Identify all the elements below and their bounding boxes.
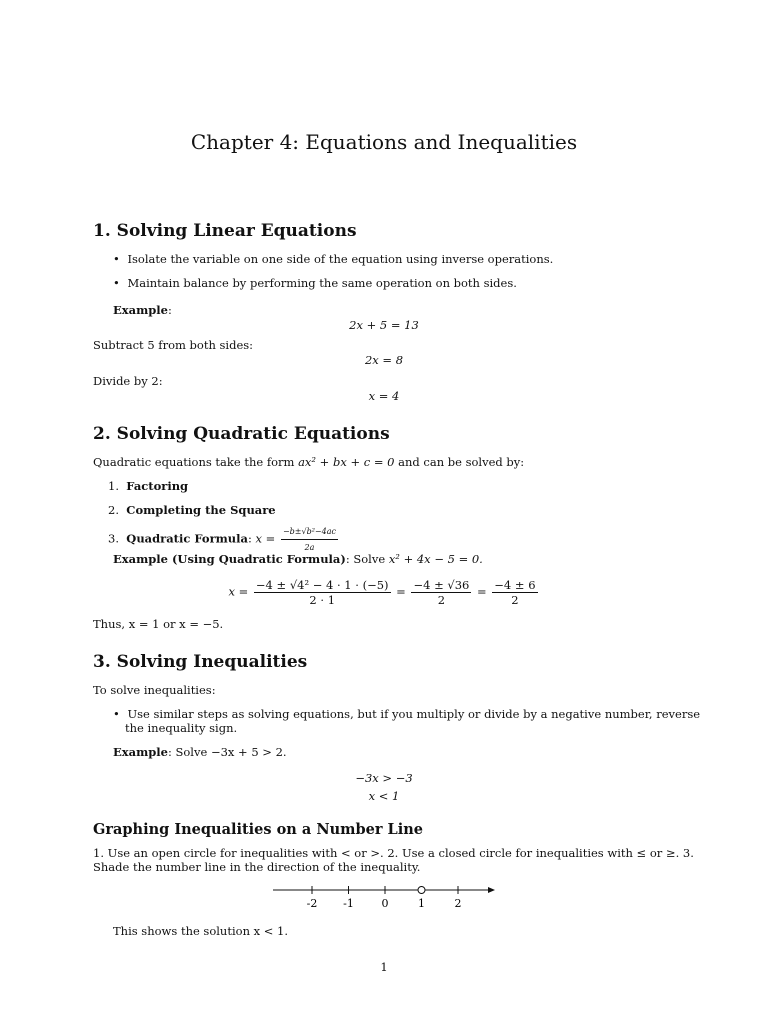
formula-denominator: 2a xyxy=(304,543,315,552)
s3-intro: To solve inequalities: xyxy=(93,683,216,697)
big-den-3: 2 xyxy=(511,593,519,607)
s1-bullet-1-text: Isolate the variable on one side of the equation using inverse operations. xyxy=(127,252,554,266)
s1-eq2: 2x = 8 xyxy=(364,353,404,367)
s1-eq1: 2x + 5 = 13 xyxy=(349,318,419,332)
s3-eq2: x < 1 xyxy=(368,789,400,803)
s3-graph-text-2: Shade the number line in the direction of the inequality. xyxy=(93,860,421,874)
big-den-1: 2 · 1 xyxy=(309,593,336,607)
s3-bullet-line1: Use similar steps as solving equations, but if you multiply or divide by a negative number, reverse xyxy=(127,707,701,721)
open-circle-marker xyxy=(418,887,425,894)
s3-graph-text-1: 1. Use an open circle for inequalities with < or >. 2. Use a closed circle for inequalities with ≤ or ≥. 3. xyxy=(93,846,694,860)
number-line-arrow xyxy=(488,887,495,893)
section-1-heading: 1. Solving Linear Equations xyxy=(93,221,357,241)
s1-bullet-2: • Maintain balance by performing the same operation on both sides. xyxy=(113,276,517,290)
big-den-2: 2 xyxy=(437,593,446,607)
s2-conclusion: Thus, x = 1 or x = −5. xyxy=(93,617,224,631)
s2-method-1: 1. Factoring xyxy=(108,479,189,493)
s3-caption: This shows the solution x < 1. xyxy=(113,924,289,938)
s3-bullet-line2: the inequality sign. xyxy=(125,721,238,735)
s3-bullet: • Use similar steps as solving equations, but if you multiply or divide by a negative number, reverse xyxy=(113,707,701,721)
big-num-2: −4 ± √36 xyxy=(413,578,470,592)
formula-numerator: −b±√b²−4ac xyxy=(281,524,338,540)
s1-example-label: Example: xyxy=(113,303,172,317)
chapter-title: Chapter 4: Equations and Inequalities xyxy=(190,130,578,154)
section-3-heading: 3. Solving Inequalities xyxy=(93,652,308,672)
big-num-1: −4 ± √4² − 4 · 1 · (−5) xyxy=(255,578,389,592)
s1-step1: Subtract 5 from both sides: xyxy=(93,338,254,352)
number-line-label: -2 xyxy=(306,897,318,910)
s1-bullet-1: • Isolate the variable on one side of the equation using inverse operations. xyxy=(113,252,554,266)
s2-method-2: 2. Completing the Square xyxy=(108,503,276,517)
s2-method-3: 3. Quadratic Formula: x = $\frac{\text{−b±√b²−4ac}}{2a}$ xyxy=(108,524,340,555)
s1-step2: Divide by 2: xyxy=(93,374,163,388)
s2-intro: Quadratic equations take the form ax² + bx + c = 0 and can be solved by: xyxy=(93,455,525,469)
number-line xyxy=(260,880,510,914)
s1-bullet-2-text: Maintain balance by performing the same operation on both sides. xyxy=(127,276,517,290)
number-line-label: 1 xyxy=(418,897,425,910)
big-num-3: −4 ± 6 xyxy=(494,578,536,592)
s3-eq1: −3x > −3 xyxy=(355,771,413,785)
page-number: 1 xyxy=(380,960,388,974)
section-2-heading: 2. Solving Quadratic Equations xyxy=(93,424,390,444)
number-line-label: 0 xyxy=(381,897,389,910)
s2-big-formula: x = $\frac{\text{−4 ± √4² − 4 · 1 · (−5)}}{2 \cdot 1}$ = $\frac{-4 \pm √36}{2}$ = $\frac{-4 \pm 6}{2}$ xyxy=(228,578,536,607)
s1-eq3: x = 4 xyxy=(368,389,400,403)
s3-example: Example: Solve −3x + 5 > 2. xyxy=(113,745,287,759)
number-line-label: 2 xyxy=(454,897,462,910)
number-line-label: -1 xyxy=(343,897,354,910)
s2-example: Example (Using Quadratic Formula): Solve x² + 4x − 5 = 0. xyxy=(113,552,483,566)
s3-subheading: Graphing Inequalities on a Number Line xyxy=(93,821,423,838)
